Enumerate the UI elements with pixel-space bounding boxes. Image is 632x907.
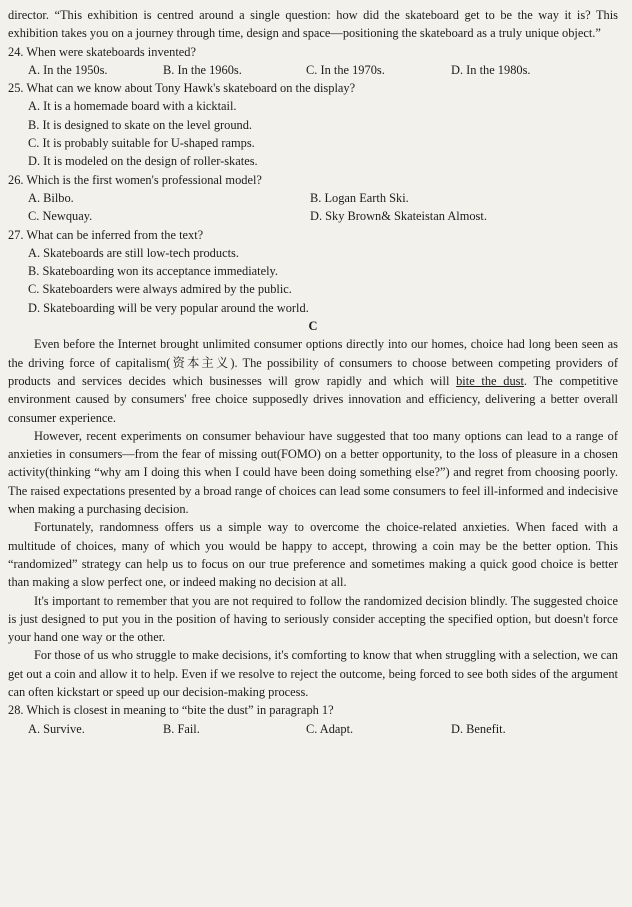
option-c[interactable]: C. It is probably suitable for U-shaped ramps. [28, 136, 255, 151]
option-b[interactable]: B. Logan Earth Ski. [310, 190, 409, 205]
option-a[interactable]: A. In the 1950s. [28, 62, 108, 77]
option-d[interactable]: D. Benefit. [451, 721, 506, 736]
passage-c-paragraph-2: However, recent experiments on consumer behaviour have suggested that too many options can lead to a range of anxieties in consumers—from the fear of missing out(FOMO) on a better opportunity, to the loss of pleasure in a chosen activity(thinking “why am I doing this when I could have been doing something else?”) and regret from choosing poorly. The raised expectations presented by a broad range of choices can lead some consumers to feel ill-informed and indecisive when making a purchasing decision. [8, 428, 618, 517]
question-28 [8, 701, 618, 738]
option-b[interactable]: B. In the 1960s. [163, 62, 242, 77]
option-d[interactable]: D. In the 1980s. [451, 62, 531, 77]
option-a[interactable]: A. Skateboards are still low-tech products. [28, 245, 239, 260]
option-a[interactable]: A. Bilbo. [28, 190, 74, 205]
passage-b-ending: director. “This exhibition is centred around a single question: how did the skateboard get to be the way it is? This exhibition takes you on a journey through time, design and space—positioning the skateboard as a truly unique object.” [8, 8, 618, 41]
option-a[interactable]: A. It is a homemade board with a kicktail. [28, 99, 237, 114]
option-b[interactable]: B. Skateboarding won its acceptance immediately. [28, 264, 279, 279]
option-c[interactable]: C. In the 1970s. [306, 62, 385, 77]
question-27 [8, 226, 618, 317]
option-d[interactable]: D. Skateboarding will be very popular around the world. [28, 300, 309, 315]
option-b[interactable]: B. It is designed to skate on the level ground. [28, 117, 253, 132]
option-a[interactable]: A. Survive. [28, 721, 85, 736]
option-c[interactable]: C. Newquay. [28, 209, 93, 224]
question-24-stem: 24. When were skateboards invented? [8, 44, 196, 59]
option-c[interactable]: C. Adapt. [306, 721, 354, 736]
question-26-options-row-2 [8, 207, 618, 225]
passage-c-paragraph-3: Fortunately, randomness offers us a simple way to overcome the choice-related anxieties. When faced with a multitude of choices, many of which you would be happy to accept, throwing a coin may be the better option. This “randomized” strategy can help us to focus on our true preference and sometimes making a quick good choice is better than making a slow perfect one, or indeed making no decision at all. [8, 520, 618, 590]
question-26-options-row-1 [8, 189, 618, 207]
passage-c-paragraph-4: It's important to remember that you are not required to follow the randomized decision blindly. The suggested choice is just designed to put you in the position of having to seriously consider accepting the specified option, but doesn't force your hand one way or the other. [8, 593, 618, 645]
question-25-stem: 25. What can we know about Tony Hawk's skateboard on the display? [8, 81, 356, 96]
question-24 [8, 43, 618, 80]
section-c-heading: C [308, 319, 318, 334]
paragraph-1-text-b: . The competitive environment caused by consumers' free choice supposedly drives innovation and efficiency, delivering a better overall consumer experience. [8, 373, 618, 425]
passage-c-paragraph-1 [8, 335, 618, 426]
question-28-stem: 28. Which is closest in meaning to “bite the dust” in paragraph 1? [8, 703, 334, 718]
question-26-stem: 26. Which is the first women's professional model? [8, 172, 262, 187]
question-28-options [8, 720, 618, 738]
passage-c-paragraph-5: For those of us who struggle to make decisions, it's comforting to know that when struggling with a selection, we can get out a coin and allow it to help. Even if we resolve to reject the outcome, being forced to see both sides of the argument can often kickstart or speed up our decision-making process. [8, 648, 618, 699]
option-c[interactable]: C. Skateboarders were always admired by the public. [28, 282, 292, 297]
option-d[interactable]: D. It is modeled on the design of roller-skates. [28, 154, 258, 169]
question-27-stem: 27. What can be inferred from the text? [8, 227, 204, 242]
underlined-phrase: bite the dust [456, 373, 524, 388]
option-b[interactable]: B. Fail. [163, 721, 200, 736]
question-24-options [8, 61, 618, 79]
option-d[interactable]: D. Sky Brown& Skateistan Almost. [310, 209, 487, 224]
paragraph-1-text-a: Even before the Internet brought unlimited consumer options directly into our homes, choice had long been seen as the driving force of capitalism(资本主义). The possibility of consumers to choose between competing providers of products and services decides which businesses will grow rapidly and which will [8, 337, 618, 388]
question-25 [8, 79, 618, 170]
question-26 [8, 171, 618, 226]
